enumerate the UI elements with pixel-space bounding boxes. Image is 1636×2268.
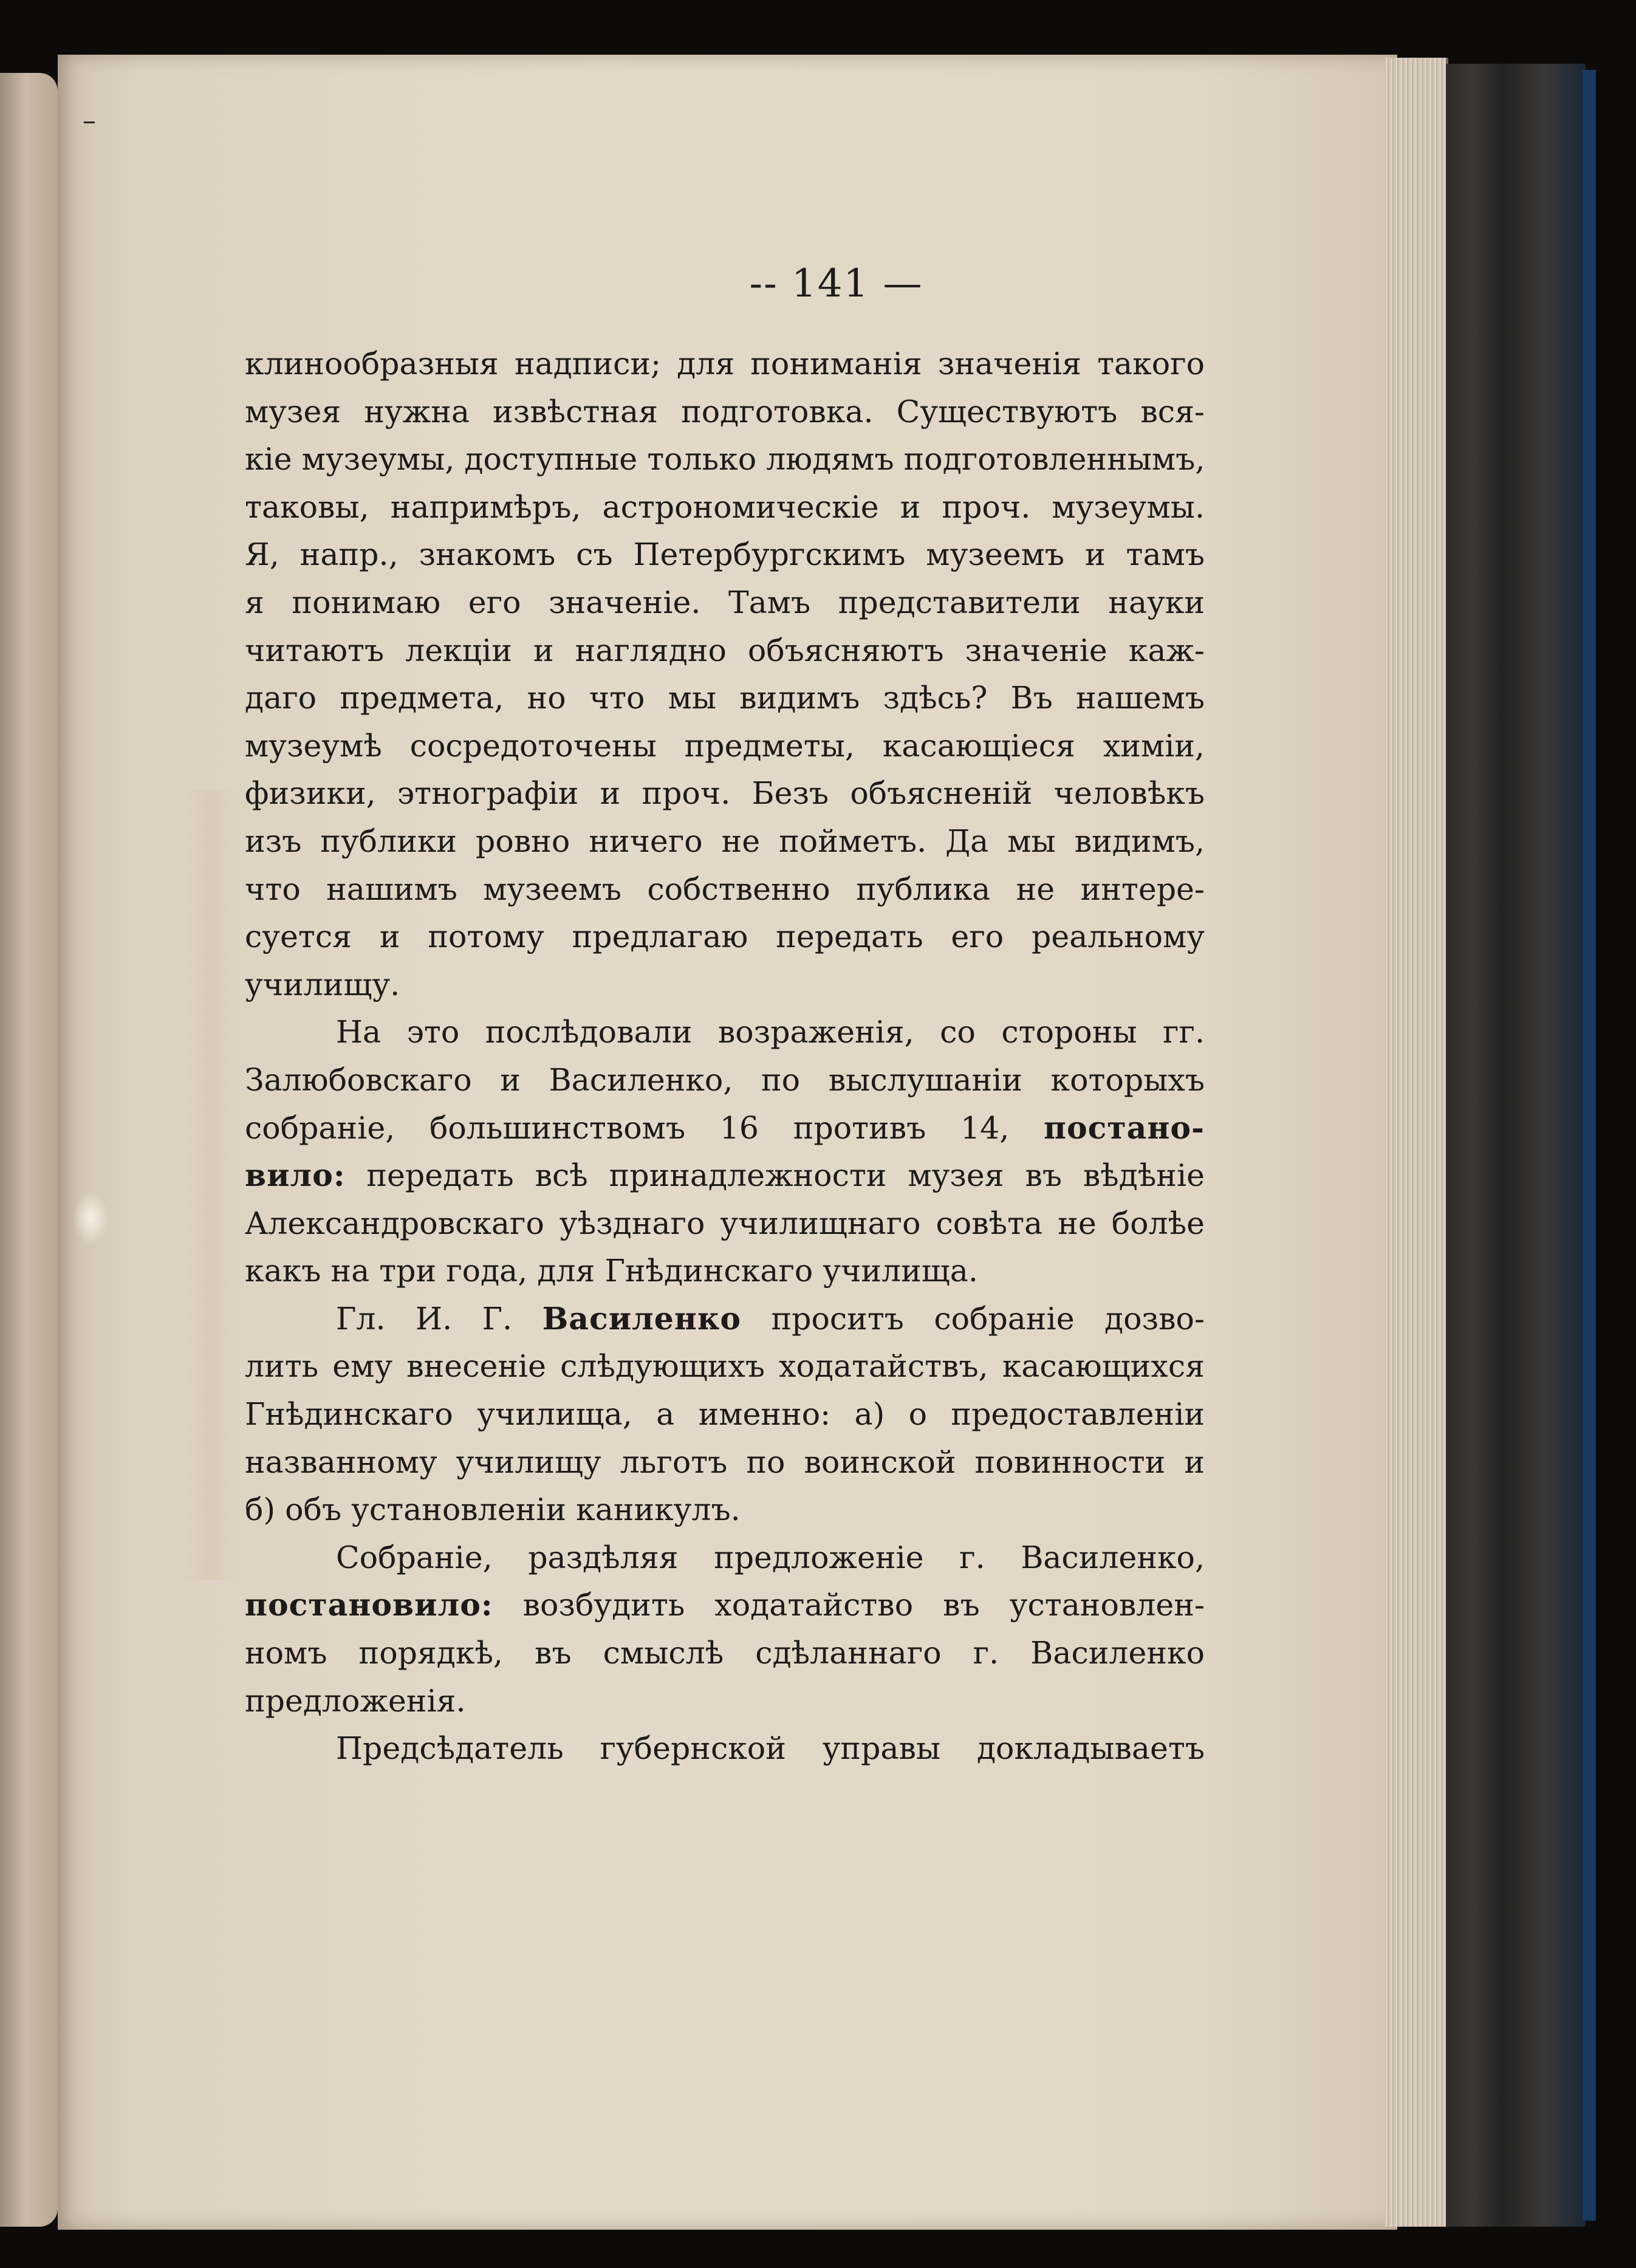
text-line	[245, 1343, 1205, 1391]
text-line	[245, 1057, 1205, 1105]
text-line	[245, 1152, 1205, 1200]
line-text: даго предмета, но что мы видимъ здѣсь? Въ нашемъ	[245, 680, 1205, 716]
text-line	[245, 1009, 1205, 1057]
line-text: Александровскаго уѣзднаго училищнаго совѣта не болѣе	[245, 1205, 1205, 1241]
book-cover-edge	[1446, 64, 1586, 2227]
line-text: б) объ установленіи каникулъ.	[245, 1492, 741, 1528]
text-line	[245, 1534, 1205, 1582]
line-text: музея нужна извѣстная подготовка. Существуютъ вся-	[245, 393, 1205, 430]
line-text: предложенія.	[245, 1682, 466, 1719]
bold-term: постано-	[1043, 1109, 1205, 1146]
text-line	[245, 1677, 1205, 1725]
line-text: номъ порядкѣ, въ смыслѣ сдѣланнаго г. Василенко	[245, 1635, 1205, 1671]
margin-smudge	[73, 1191, 109, 1245]
text-line	[245, 1391, 1205, 1439]
cover-blue-edge	[1583, 70, 1596, 2221]
line-text: Я, напр., знакомъ съ Петербургскимъ музеемъ и тамъ	[245, 536, 1205, 573]
text-line	[245, 866, 1205, 914]
page-number: -- 141 —	[749, 261, 923, 306]
line-text: На это послѣдовали возраженія, со стороны гг.	[336, 1014, 1205, 1050]
bold-term: постановило:	[245, 1587, 493, 1623]
text-line	[245, 436, 1205, 484]
text-line	[245, 1581, 1205, 1629]
line-text: я понимаю его значеніе. Тамъ представители науки	[245, 584, 1205, 620]
line-text: Гл. И. Г.	[336, 1300, 542, 1337]
line-text: изъ публики ровно ничего не пойметъ. Да мы видимъ,	[245, 823, 1205, 859]
bold-term: Василенко	[542, 1300, 742, 1337]
text-line	[245, 1439, 1205, 1487]
line-text: возбудить ходатайство въ установлен-	[493, 1587, 1205, 1623]
text-line	[245, 531, 1205, 579]
line-text: музеумѣ сосредоточены предметы, касающіеся химіи,	[245, 727, 1205, 764]
left-page-edge	[0, 73, 58, 2227]
page-stack-edges	[1385, 58, 1448, 2227]
text-line	[245, 1105, 1205, 1153]
line-text: кіе музеумы, доступные только людямъ подготовленнымъ,	[245, 441, 1205, 478]
text-line	[245, 340, 1205, 388]
text-line	[245, 674, 1205, 722]
line-text: Гнѣдинскаго училища, а именно: а) о предоставленіи	[245, 1396, 1205, 1433]
line-text: что нашимъ музеемъ собственно публика не интере-	[245, 871, 1205, 907]
text-line	[245, 484, 1205, 532]
text-line	[245, 627, 1205, 675]
text-line	[245, 818, 1205, 866]
line-text: училищу.	[245, 966, 400, 1002]
text-line	[245, 388, 1205, 436]
text-line	[245, 722, 1205, 770]
line-text: передать всѣ принадлежности музея въ вѣдѣніе	[345, 1157, 1205, 1194]
text-line	[245, 1725, 1205, 1773]
line-text: названному училищу льготъ по воинской повинности и	[245, 1444, 1205, 1480]
text-line	[245, 1486, 1205, 1534]
line-text: Собраніе, раздѣляя предложеніе г. Василенко,	[336, 1539, 1205, 1575]
line-text: читаютъ лекціи и наглядно объясняютъ значеніе каж-	[245, 632, 1205, 668]
text-line	[245, 961, 1205, 1009]
bold-term: вило:	[245, 1157, 346, 1194]
line-text: лить ему внесеніе слѣдующихъ ходатайствъ, касающихся	[245, 1348, 1205, 1385]
line-text-tail: проситъ собраніе дозво-	[741, 1300, 1205, 1337]
text-line	[245, 1295, 1205, 1343]
line-text: Предсѣдатель губернской управы докладываетъ	[336, 1730, 1205, 1767]
line-text: суется и потому предлагаю передать его реальному	[245, 919, 1205, 955]
line-text: Залюбовскаго и Василенко, по выслушаніи которыхъ	[245, 1061, 1205, 1098]
text-line	[245, 770, 1205, 818]
text-line	[245, 913, 1205, 961]
page-stain	[182, 790, 237, 1580]
line-text: какъ на три года, для Гнѣдинскаго училища.	[245, 1253, 978, 1289]
text-line	[245, 579, 1205, 627]
body-text	[245, 340, 1205, 1773]
line-text: таковы, напримѣръ, астрономическіе и проч. музеумы.	[245, 488, 1205, 525]
text-line	[245, 1200, 1205, 1248]
margin-mark	[84, 122, 95, 123]
text-line	[245, 1629, 1205, 1677]
text-line	[245, 1247, 1205, 1295]
line-text: собраніе, большинствомъ 16 противъ 14,	[245, 1109, 1044, 1146]
line-text: физики, этнографіи и проч. Безъ объясненій человѣкъ	[245, 775, 1205, 812]
line-text: клинообразныя надписи; для пониманія значенія такого	[245, 346, 1205, 382]
